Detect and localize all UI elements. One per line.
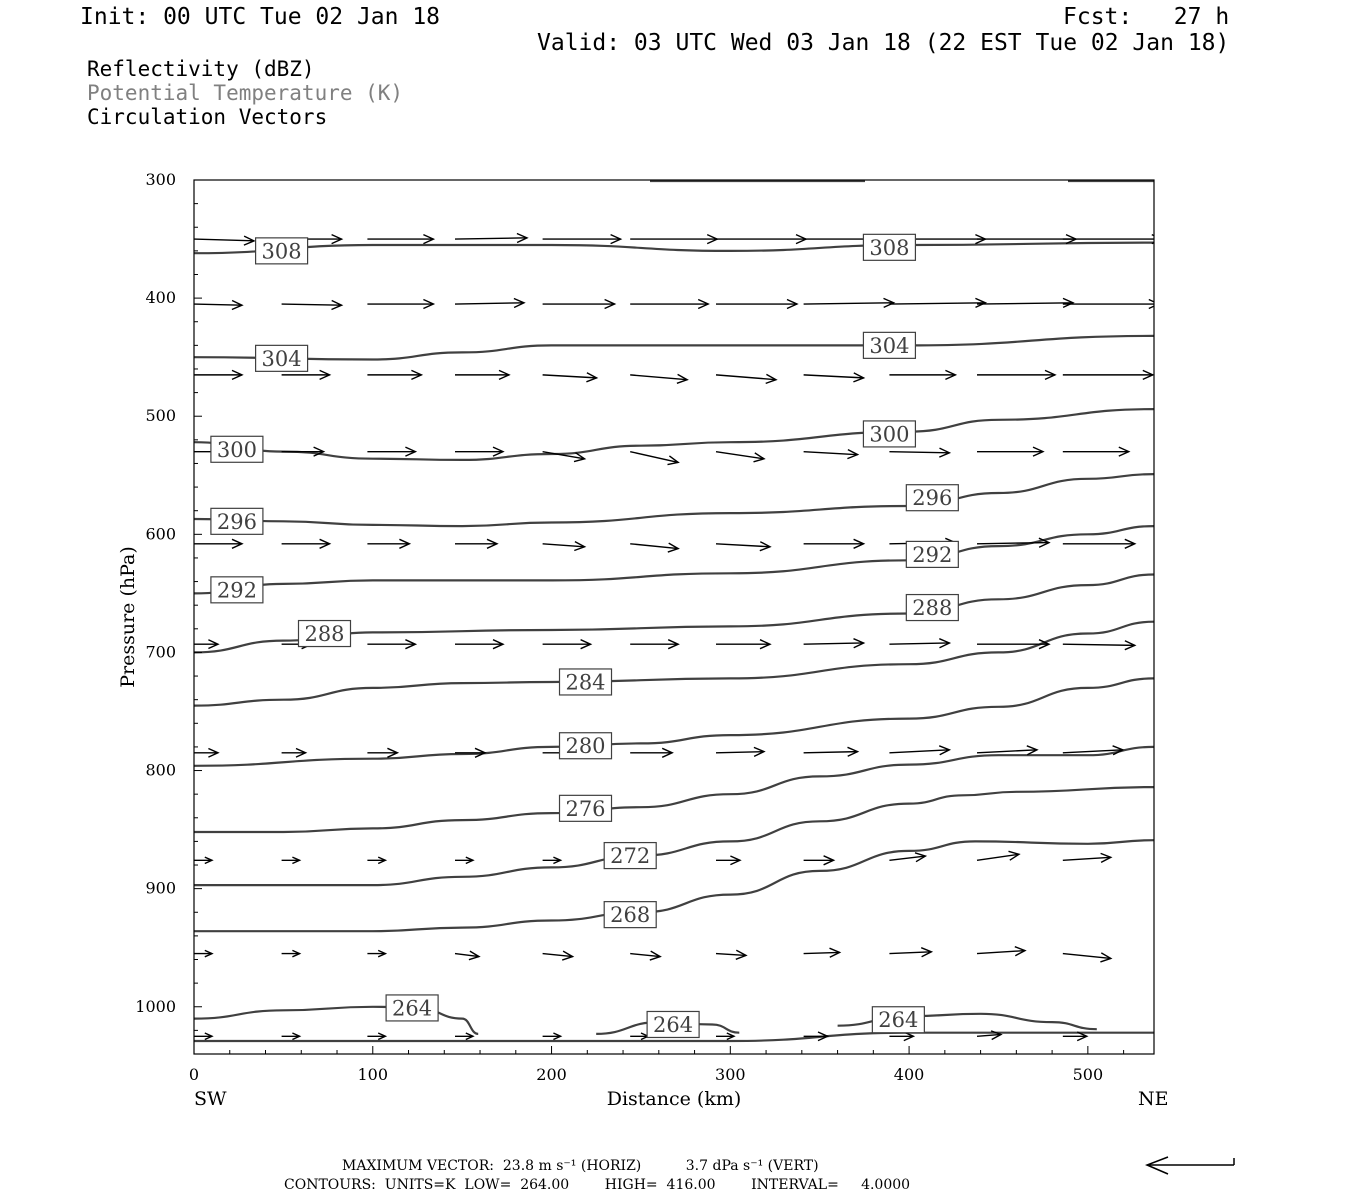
- circulation-vector: [977, 640, 1049, 649]
- circulation-vector: [367, 1033, 385, 1040]
- contour-label-296: [906, 485, 958, 511]
- circulation-vector: [1063, 853, 1111, 862]
- circulation-vector: [977, 298, 1073, 307]
- circulation-vector: [543, 857, 561, 863]
- circulation-vector: [716, 235, 806, 244]
- contour-label-284: [560, 669, 612, 695]
- circulation-vector: [630, 1033, 648, 1040]
- circulation-vector: [804, 1032, 828, 1041]
- circulation-vector: [977, 851, 1019, 860]
- svg-text:300: 300: [869, 422, 910, 447]
- circulation-vector: [194, 950, 212, 956]
- circulation-vector: [716, 856, 740, 865]
- circulation-vector: [630, 235, 717, 244]
- contour-label-264: [386, 995, 438, 1021]
- x-tick-label: 0: [188, 1065, 200, 1084]
- legend-reflectivity: Reflectivity (dBZ): [87, 57, 315, 81]
- contour-label-300: [863, 421, 915, 447]
- circulation-vector: [194, 370, 242, 379]
- svg-text:308: 308: [261, 239, 302, 264]
- y-tick-label: 300: [145, 170, 176, 189]
- y-tick-label: 700: [145, 642, 176, 662]
- plot-frame: [194, 180, 1154, 1054]
- circulation-vector: [455, 748, 485, 757]
- circulation-vector: [977, 370, 1055, 379]
- circulation-vector: [543, 951, 573, 960]
- theta-contour-292: [194, 526, 1154, 593]
- svg-text:308: 308: [869, 235, 910, 260]
- circulation-vector: [804, 948, 840, 957]
- svg-text:272: 272: [610, 844, 651, 869]
- circulation-vector: [716, 374, 776, 383]
- legend-potential-temperature: Potential Temperature (K): [87, 81, 404, 105]
- contour-label-264: [647, 1011, 699, 1037]
- circulation-vector: [543, 373, 597, 382]
- y-tick-label: 800: [145, 760, 176, 780]
- contour-label-300: [211, 436, 263, 462]
- theta-contour-304: [194, 333, 1154, 360]
- x-tick-label: 200: [536, 1065, 567, 1084]
- svg-text:284: 284: [565, 670, 606, 695]
- svg-text:296: 296: [216, 509, 257, 534]
- circulation-vector: [455, 447, 503, 456]
- contour-label-304: [256, 345, 308, 371]
- circulation-vector: [1063, 539, 1135, 548]
- circulation-vector: [367, 235, 433, 244]
- svg-text:264: 264: [392, 996, 433, 1021]
- svg-text:304: 304: [261, 346, 302, 371]
- circulation-vector: [889, 639, 949, 648]
- circulation-vector: [716, 1033, 734, 1040]
- circulation-vector: [543, 640, 591, 649]
- circulation-vector: [455, 234, 527, 243]
- circulation-vector: [804, 639, 864, 648]
- circulation-vector: [889, 948, 931, 957]
- forecast-hour: Fcst: 27 h: [1063, 4, 1230, 30]
- circulation-vector: [194, 1033, 212, 1040]
- circulation-vector: [367, 370, 421, 379]
- circulation-vector: [367, 447, 415, 456]
- circulation-vector: [455, 1033, 473, 1040]
- circulation-vector: [630, 543, 678, 552]
- contour-label-304: [863, 332, 915, 358]
- contour-label-308: [863, 234, 915, 260]
- max-vector-footer: MAXIMUM VECTOR: 23.8 m s⁻¹ (HORIZ) 3.7 dPa s⁻¹ (VERT): [342, 1158, 819, 1174]
- circulation-vector: [804, 373, 864, 382]
- circulation-vector: [1063, 953, 1111, 962]
- circulation-vector: [889, 298, 985, 307]
- circulation-vector: [1063, 300, 1159, 309]
- circulation-vector: [367, 300, 433, 309]
- x-tick-label: 300: [715, 1065, 746, 1084]
- circulation-vector: [804, 450, 858, 459]
- svg-text:264: 264: [653, 1012, 694, 1037]
- x-tick-label: 400: [893, 1065, 925, 1084]
- circulation-vector: [194, 640, 218, 649]
- theta-contours: [194, 181, 1154, 1041]
- axes: [135, 170, 1123, 1084]
- x-right-direction: NE: [1138, 1088, 1169, 1110]
- svg-text:268: 268: [610, 903, 651, 928]
- circulation-vector: [194, 236, 254, 245]
- x-tick-label: 500: [1072, 1065, 1104, 1084]
- circulation-vector: [1063, 447, 1129, 456]
- theta-contour-308: [194, 243, 1154, 254]
- theta-contour-296: [194, 474, 1154, 526]
- circulation-vector: [282, 1033, 300, 1040]
- circulation-vector: [282, 539, 330, 548]
- svg-text:288: 288: [912, 596, 953, 621]
- circulation-vector: [455, 299, 524, 308]
- circulation-vector: [282, 950, 300, 956]
- circulation-vector: [194, 857, 212, 863]
- svg-text:264: 264: [878, 1008, 919, 1033]
- circulation-vector: [630, 452, 678, 465]
- y-tick-label: 1000: [135, 996, 176, 1016]
- init-time: Init: 00 UTC Tue 02 Jan 18: [80, 4, 441, 30]
- svg-text:300: 300: [216, 437, 257, 462]
- circulation-vector: [367, 748, 397, 757]
- svg-text:276: 276: [565, 796, 606, 821]
- x-left-direction: SW: [194, 1088, 227, 1110]
- contour-label-308: [256, 238, 308, 264]
- circulation-vector: [543, 235, 621, 244]
- circulation-vector: [282, 301, 342, 310]
- circulation-vector: [977, 447, 1043, 456]
- circulation-vector: [367, 539, 409, 548]
- y-tick-label: 500: [145, 406, 176, 426]
- circulation-vector: [716, 300, 797, 309]
- circulation-vector: [716, 950, 746, 959]
- circulation-vector: [889, 448, 949, 457]
- circulation-vector: [716, 640, 770, 649]
- circulation-vector: [889, 853, 925, 862]
- circulation-vector: [630, 640, 678, 649]
- circulation-vector: [1063, 641, 1135, 650]
- y-tick-label: 900: [145, 878, 176, 898]
- x-tick-label: 100: [357, 1065, 389, 1084]
- contour-label-288: [906, 595, 958, 621]
- circulation-vector: [367, 640, 415, 649]
- circulation-vector: [630, 951, 660, 960]
- circulation-vector: [804, 539, 864, 548]
- contour-label-268: [604, 902, 656, 928]
- y-tick-label: 400: [145, 288, 176, 308]
- circulation-vector: [282, 857, 300, 863]
- circulation-vector: [804, 747, 858, 756]
- svg-text:288: 288: [304, 622, 345, 647]
- svg-text:292: 292: [912, 542, 953, 567]
- circulation-vector: [367, 950, 385, 956]
- contour-label-288: [299, 621, 351, 647]
- circulation-vector: [282, 447, 324, 456]
- circulation-vector: [194, 301, 242, 310]
- contour-label-264: [872, 1007, 924, 1033]
- circulation-vector: [630, 748, 672, 757]
- theta-contour-272: [194, 787, 1154, 885]
- svg-text:296: 296: [912, 486, 953, 511]
- circulation-vector: [889, 370, 955, 379]
- circulation-vector: [716, 747, 764, 756]
- circulation-vector: [977, 746, 1037, 755]
- circulation-vector: [194, 539, 242, 548]
- circulation-vector: [889, 746, 949, 755]
- circulation-vector: [455, 539, 497, 548]
- contours-footer: CONTOURS: UNITS=K LOW= 264.00 HIGH= 416.00 INTERVAL= 4.0000: [284, 1177, 911, 1193]
- contour-label-292: [906, 541, 958, 567]
- circulation-vector: [455, 951, 479, 960]
- y-axis-title: Pressure (hPa): [117, 546, 139, 688]
- contour-label-276: [560, 795, 612, 821]
- x-axis-title: Distance (km): [606, 1088, 742, 1110]
- circulation-vector: [367, 857, 385, 863]
- circulation-vector: [543, 300, 615, 309]
- circulation-vector: [630, 300, 708, 309]
- contour-labels: [211, 234, 958, 1037]
- circulation-vector: [804, 856, 834, 865]
- circulation-vector: [804, 298, 894, 307]
- circulation-vector: [455, 370, 509, 379]
- circulation-vector: [455, 857, 473, 863]
- circulation-vector: [716, 542, 770, 551]
- reference-vector-arrow: [1147, 1157, 1234, 1174]
- svg-text:280: 280: [565, 734, 606, 759]
- contour-label-280: [560, 733, 612, 759]
- circulation-vector: [630, 374, 687, 383]
- contour-label-292: [211, 577, 263, 603]
- valid-time: Valid: 03 UTC Wed 03 Jan 18 (22 EST Tue 02 Jan 18): [537, 30, 1230, 56]
- circulation-vector: [1063, 370, 1153, 379]
- circulation-vector: [543, 542, 585, 551]
- svg-text:292: 292: [216, 578, 257, 603]
- circulation-vector: [282, 749, 306, 758]
- y-tick-label: 600: [145, 524, 176, 544]
- legend-circulation-vectors: Circulation Vectors: [87, 105, 328, 129]
- circulation-vector: [977, 947, 1025, 956]
- circulation-vector: [543, 1033, 561, 1040]
- contour-label-272: [604, 843, 656, 869]
- circulation-vector: [455, 640, 503, 649]
- svg-text:304: 304: [869, 333, 910, 358]
- circulation-vector: [716, 452, 764, 462]
- circulation-vector: [194, 749, 218, 758]
- contour-label-296: [211, 508, 263, 534]
